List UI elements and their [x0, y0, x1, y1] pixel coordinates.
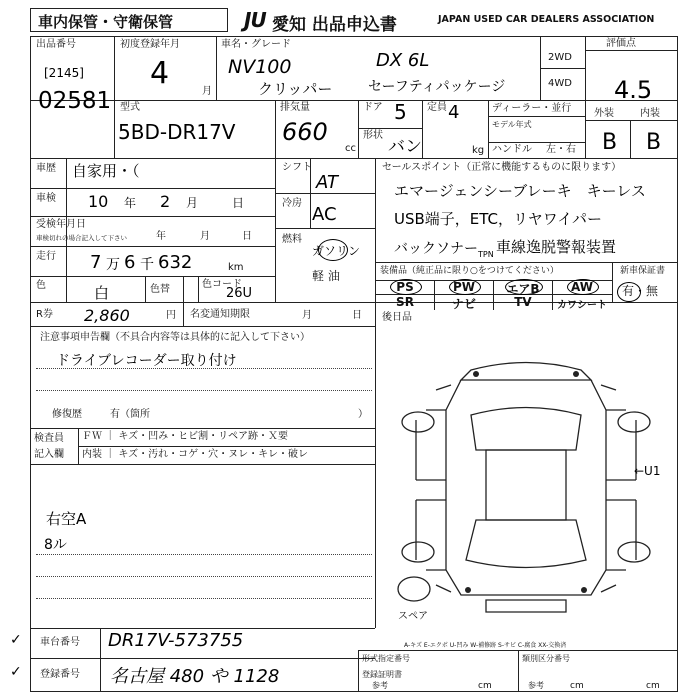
mileage-man-unit: 万 — [106, 257, 120, 273]
reference-label-1: 参考 — [372, 681, 388, 690]
repair-label: 修復歴 — [52, 409, 82, 420]
diagram-mark: ←U1 — [634, 464, 661, 478]
equip-sr: SR — [396, 295, 414, 309]
inspect-month-value: 2 — [160, 192, 171, 211]
cm-label-2: cm — [570, 681, 584, 691]
fuel-circle — [318, 239, 348, 261]
type-label: 型式 — [120, 102, 140, 113]
warranty-label: 新車保証書 — [620, 266, 666, 276]
first-reg-label: 初度登録年月 — [120, 39, 180, 50]
shift-label: シフト — [282, 162, 312, 173]
dealer-parallel-label: ディーラー・並行 — [492, 103, 572, 114]
inspection-memo2: 8ル — [44, 537, 67, 553]
model-year-label: モデル年式 — [492, 120, 532, 129]
color-name-label: 色替 — [150, 284, 170, 295]
first-reg-year: 4 — [150, 56, 170, 91]
interior-grade: B — [646, 130, 662, 155]
equip-pw: PW — [452, 280, 476, 294]
storage-type: 車内保管・守衛保管 — [38, 13, 174, 31]
color-value: 白 — [94, 284, 110, 302]
ac-label: 冷房 — [282, 198, 302, 209]
receipt-note: 車検切れの場合記入して下さい — [36, 234, 127, 242]
equip-airbag-circle — [505, 279, 543, 295]
spare-tire-icon — [394, 574, 434, 604]
doors-value: 5 — [394, 100, 407, 124]
mileage-thousand: 6 — [124, 252, 136, 273]
model-grade-label: 車名・グレード — [221, 39, 291, 50]
fuel-label: 燃料 — [282, 234, 302, 245]
grade-name: DX 6L — [376, 50, 430, 71]
mileage-rest: 632 — [158, 252, 193, 273]
inspector-label: 検査員 — [34, 433, 64, 444]
repair-close: ） — [358, 409, 368, 420]
category-no-label: 類別区分番号 — [522, 654, 570, 663]
inspection-memo1: 右空A — [46, 510, 87, 528]
inspect-day-label: 日 — [232, 196, 245, 210]
inspect-month-label: 月 — [186, 196, 199, 210]
equip-aw: AW — [571, 280, 593, 294]
equip-navi: ナビ — [451, 297, 476, 311]
color-label: 色 — [36, 280, 46, 291]
receipt-date-label: 受検年月日 — [36, 219, 86, 230]
handle-label: ハンドル — [492, 144, 532, 155]
equip-ps-circle — [390, 279, 422, 295]
damage-legend: A-キズ E-エクボ U-凹み W-補修跡 S-サビ C-腐食 XX-交換済 — [404, 642, 567, 649]
model-kana: クリッパー — [258, 80, 333, 98]
capacity-value: 4 — [448, 102, 460, 123]
mileage-thousand-unit: 千 — [140, 257, 154, 273]
sp-line1: エマージェンシーブレーキ キーレス — [394, 182, 646, 200]
cm-label-1: cm — [478, 681, 492, 691]
lot-code: [2145] — [44, 66, 84, 80]
nc-month-label: 月 — [302, 310, 312, 321]
fw-row: ＦＷ ｜ キズ・凹み・ヒビ割・リペア跡・Ｘ要 — [82, 431, 288, 442]
yen-label: 円 — [166, 310, 176, 321]
tax-label: R券 — [36, 309, 53, 320]
mileage-man: 7 — [90, 252, 102, 273]
displacement-label: 排気量 — [280, 102, 310, 113]
fuel-option: 軽 油 — [312, 269, 340, 283]
ownership-label: 車歴 — [36, 163, 56, 174]
interior-label: 内装 — [640, 108, 660, 119]
sp-line3b: 車線逸脱警報装置 — [496, 238, 617, 256]
selling-points-label: セールスポイント（正常に機能するものに限ります） — [382, 162, 622, 173]
shape-label: 形状 — [363, 130, 383, 141]
reference-label-2: 参考 — [528, 681, 544, 690]
lot-number: 02581 — [38, 88, 112, 114]
spare-label: スペア — [398, 611, 428, 622]
ownership-value: 自家用・（ — [72, 162, 140, 180]
body-shape: バン — [388, 137, 422, 157]
doors-label: ドア — [363, 102, 383, 113]
equip-pw-circle — [449, 279, 481, 295]
chassis-value: DR17V-573755 — [108, 630, 244, 651]
checkmark-1: ✓ — [10, 632, 22, 648]
equip-tv: TV — [514, 295, 532, 309]
receipt-year-label: 年 — [156, 231, 166, 242]
rating-score: 4.5 — [614, 76, 653, 104]
ac-value: AC — [312, 204, 337, 225]
equip-aw-circle — [567, 279, 599, 295]
reg-value: 名古屋 480 や 1128 — [110, 666, 280, 687]
vin-plate-label: 形式指定番号 — [362, 654, 410, 663]
mileage-label: 走行 — [36, 251, 56, 262]
rear-seat-label: 後日品 — [382, 312, 412, 323]
warranty-circle — [617, 282, 641, 302]
drive-2wd: 2WD — [548, 52, 572, 63]
sp-line3: バックソナー — [394, 241, 478, 257]
receipt-month-label: 月 — [200, 231, 210, 242]
nc-day-label: 日 — [352, 310, 362, 321]
model-type: 5BD-DR17V — [118, 120, 236, 144]
sp-line2: USB端子，ETC，リヤワイパー — [394, 210, 602, 228]
reg-no-label: 登録番号 — [40, 669, 80, 680]
equip-leather-seat: カワシート — [557, 300, 607, 311]
drive-4wd: 4WD — [548, 78, 572, 89]
warranty-options: 有・無 — [622, 284, 659, 298]
color-code-label: 色コード — [202, 279, 242, 290]
receipt-day-label: 日 — [242, 231, 252, 242]
notes-value: ドライブレコーダー取り付け — [56, 353, 237, 369]
chassis-no-label: 車台番号 — [40, 637, 80, 648]
exterior-label: 外装 — [594, 108, 614, 119]
kg-label: kg — [472, 145, 485, 156]
model-name: NV100 — [228, 56, 292, 78]
displacement-value: 660 — [282, 118, 328, 146]
km-label: km — [228, 262, 244, 273]
color-code-value: 26U — [226, 286, 253, 301]
cm-label-3: cm — [646, 681, 660, 691]
cc-label: cc — [345, 143, 356, 154]
repair-value: 有（箇所 — [110, 409, 150, 420]
name-change-label: 名変通知期限 — [190, 309, 250, 320]
rating-label: 評価点 — [606, 38, 636, 49]
entry-label: 記入欄 — [34, 449, 64, 460]
grade-kana: セーフティパッケージ — [368, 79, 506, 95]
equip-airbag: エアB — [506, 282, 540, 296]
notes-label: 注意事項申告欄（不具合内容等は具体的に記入して下さい） — [40, 332, 310, 343]
inspect-year-label: 年 — [124, 196, 137, 210]
form-title: 愛知 出品申込書 — [272, 15, 397, 35]
association-name: JAPAN USED CAR DEALERS ASSOCIATION — [438, 14, 655, 25]
exterior-grade: B — [602, 130, 618, 155]
fuel-value: ガソリン — [312, 244, 361, 258]
tax-value: 2,860 — [84, 306, 130, 325]
inspection-label: 車検 — [36, 193, 56, 204]
capacity-label: 定員 — [427, 102, 447, 113]
lot-no-label: 出品番号 — [36, 39, 76, 50]
equip-ps: PS — [396, 280, 414, 294]
ju-logo: JU — [244, 8, 266, 32]
equipment-label: 装備品（純正品に限り○をつけてください） — [380, 266, 559, 276]
shift-value: AT — [316, 172, 338, 193]
first-reg-month-label: 月 — [202, 86, 212, 97]
sp-tenji: TPN — [478, 250, 494, 259]
handle-options: 左・右 — [546, 144, 576, 155]
reg-cert-label: 登録証明書 — [362, 670, 402, 679]
interior-row: 内装 ｜ キズ・汚れ・コゲ・穴・ヌレ・キレ・破レ — [82, 449, 309, 460]
inspect-year-value: 10 — [88, 192, 109, 211]
checkmark-2: ✓ — [10, 664, 22, 680]
